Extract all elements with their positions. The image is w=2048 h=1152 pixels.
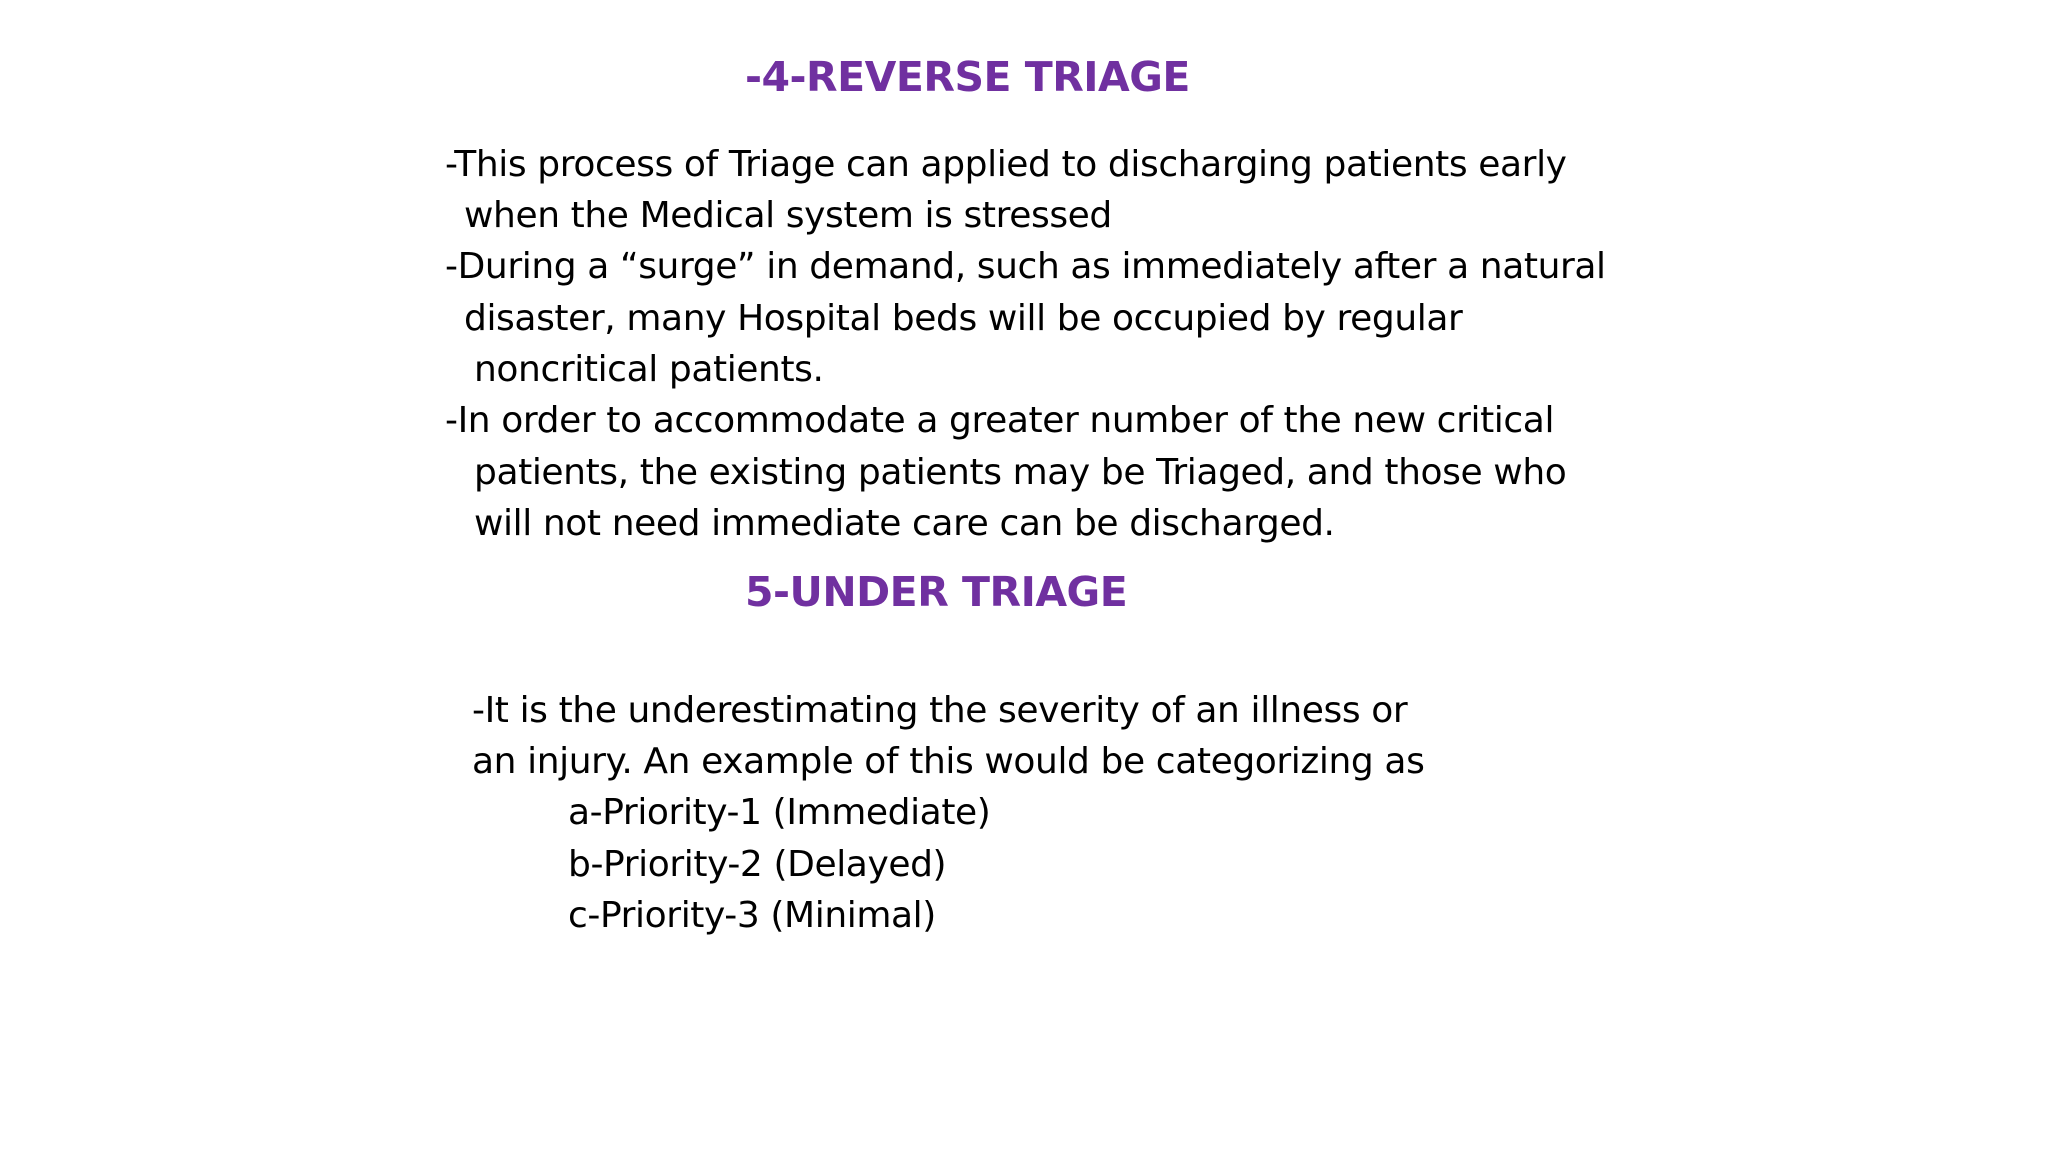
section4-line-4: disaster, many Hospital beds will be occupied by regular [464,298,1463,339]
section5-line-2: an injury. An example of this would be categorizing as [472,741,1425,782]
priority-item-3: c-Priority-3 (Minimal) [568,895,936,936]
section4-line-2: when the Medical system is stressed [464,195,1112,236]
section4-line-8: will not need immediate care can be discharged. [474,503,1335,544]
section5-title: 5-UNDER TRIAGE [745,568,1128,616]
section4-line-7: patients, the existing patients may be Triaged, and those who [474,452,1567,493]
priority-item-1: a-Priority-1 (Immediate) [568,792,991,833]
section4-title: -4-REVERSE TRIAGE [745,53,1190,101]
section4-line-5: noncritical patients. [474,349,824,390]
section4-line-6: -In order to accommodate a greater number of the new critical [445,400,1555,441]
section4-line-1: -This process of Triage can applied to discharging patients early [445,144,1567,185]
priority-item-2: b-Priority-2 (Delayed) [568,844,947,885]
section4-line-3: -During a “surge” in demand, such as immediately after a natural [445,246,1606,287]
section5-line-1: -It is the underestimating the severity of an illness or [472,690,1408,731]
